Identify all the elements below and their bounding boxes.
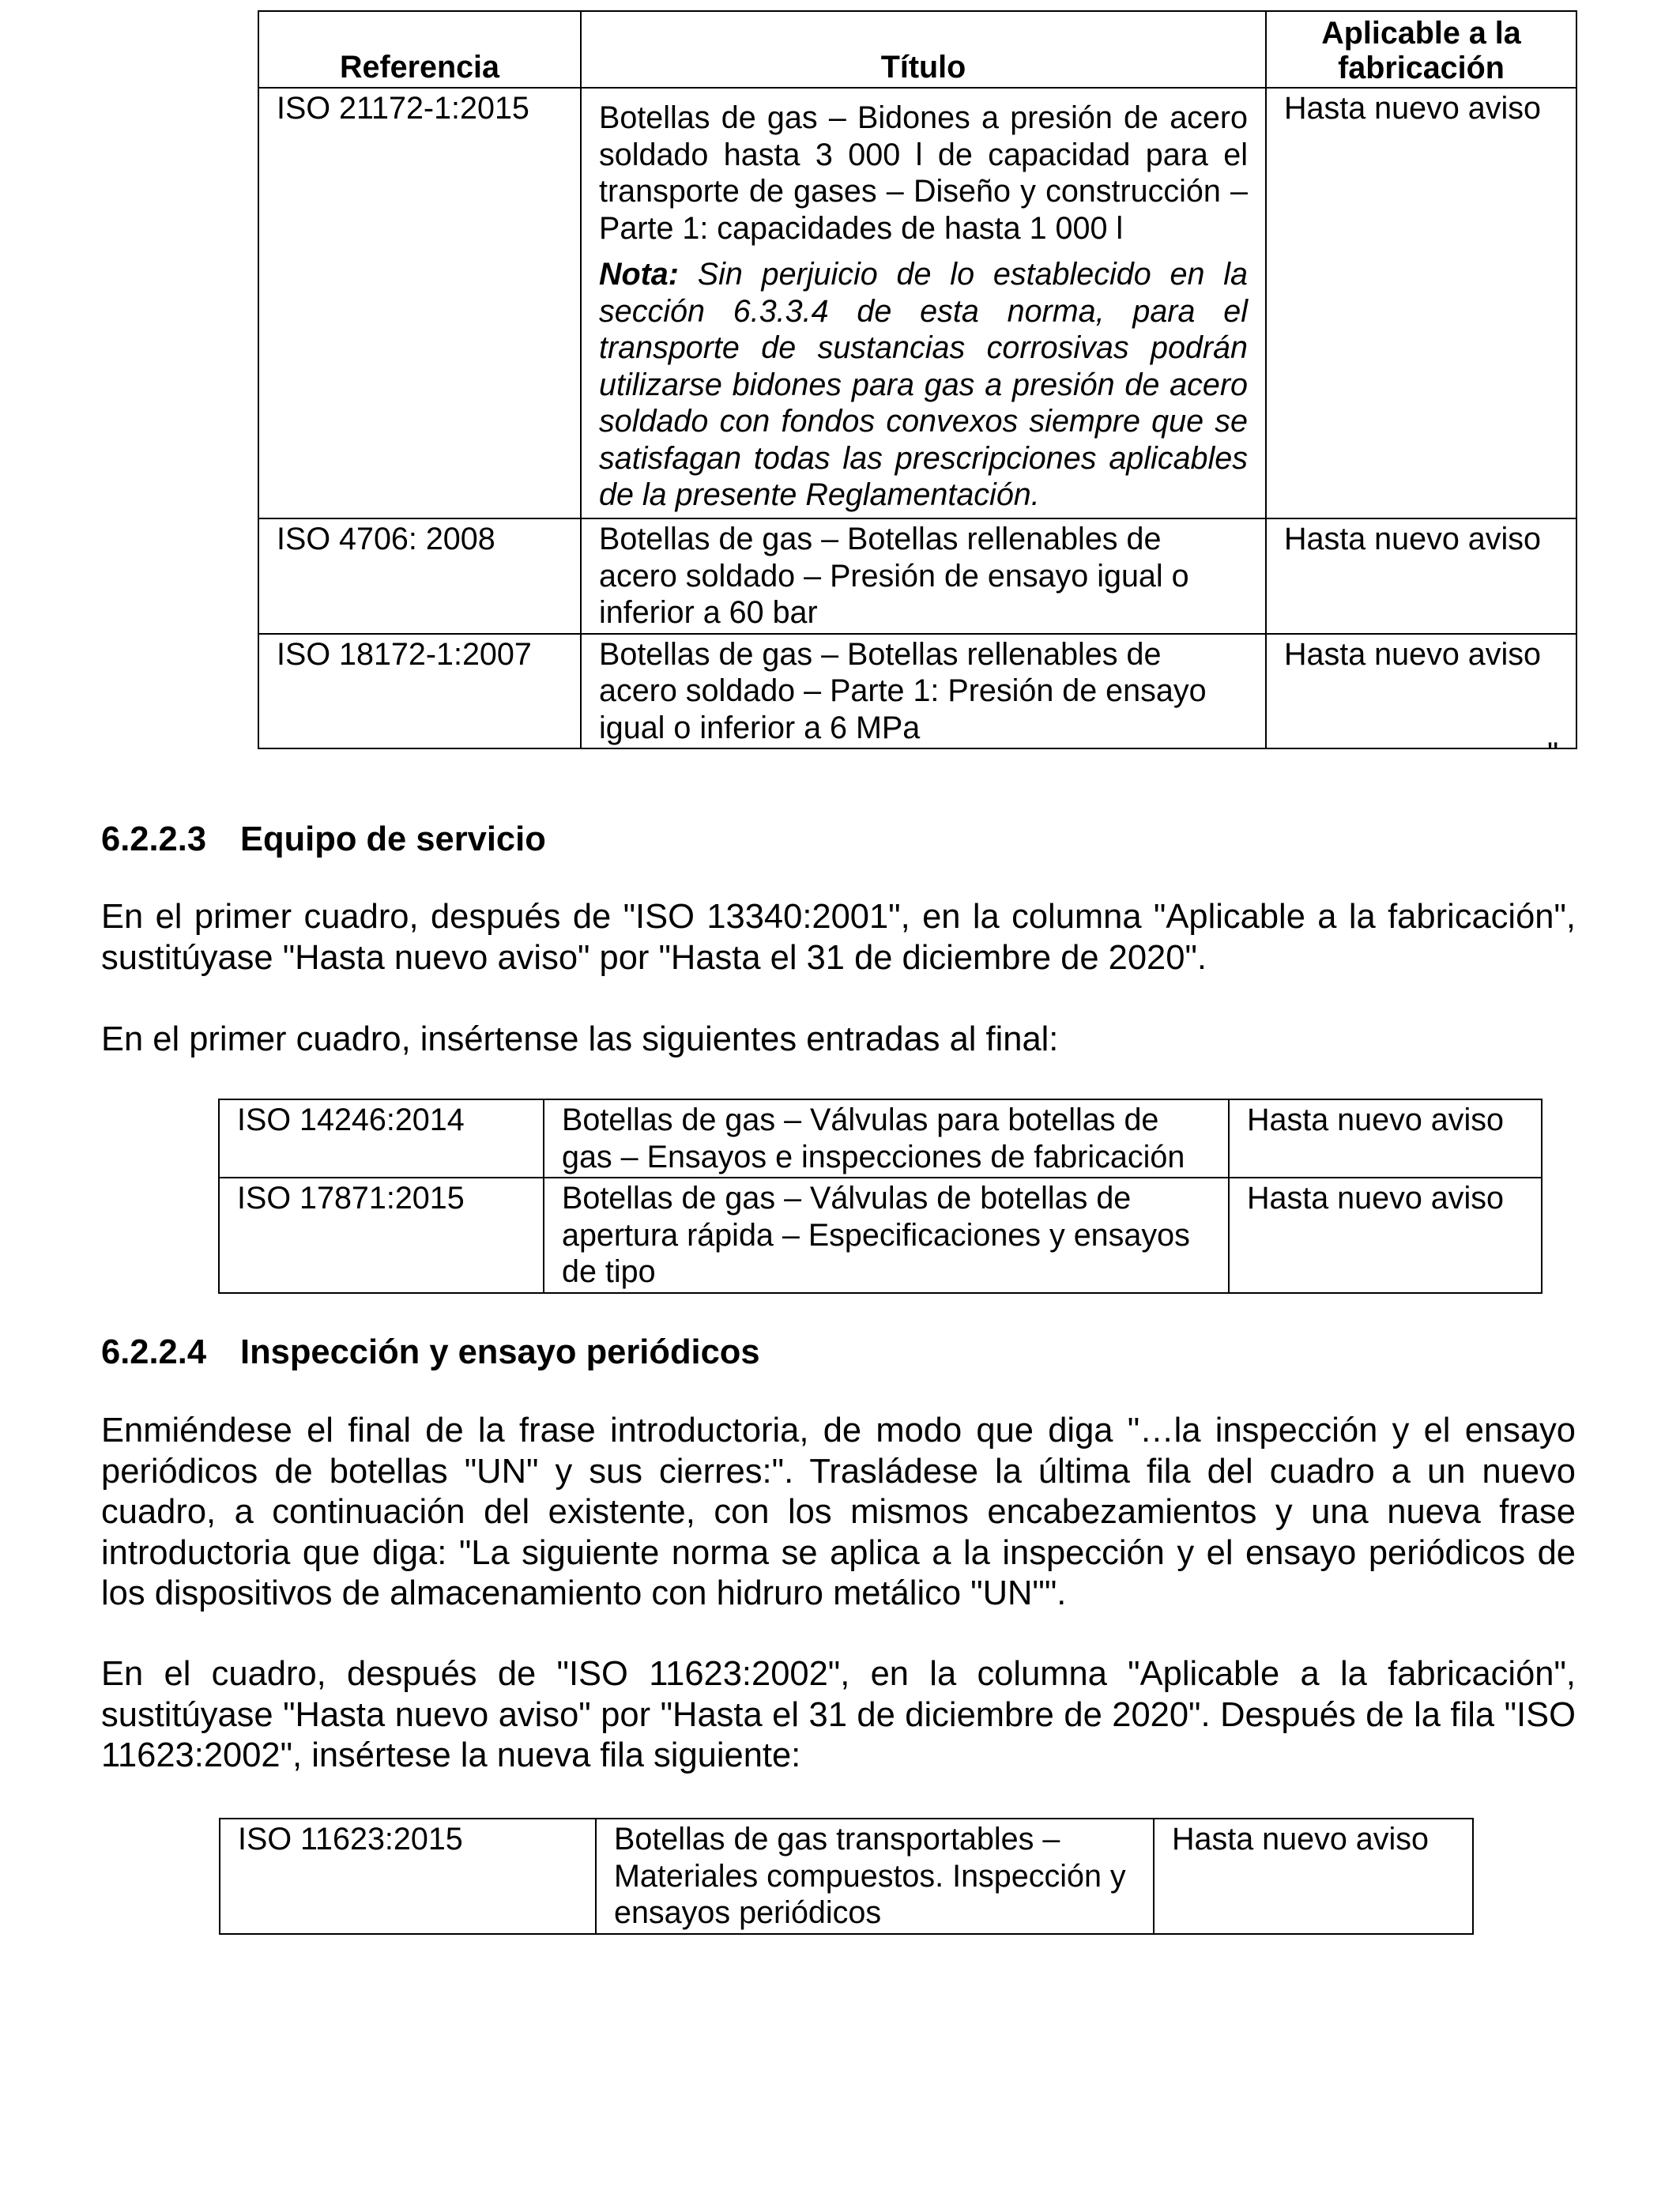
reference-cell: ISO 21172-1:2015 xyxy=(258,88,581,518)
title-cell: Botellas de gas transportables – Materiales compuestos. Inspección y ensayos periódicos xyxy=(596,1819,1154,1934)
section-number: 6.2.2.3 xyxy=(101,820,207,858)
reference-cell: ISO 17871:2015 xyxy=(219,1178,544,1293)
paragraph: En el primer cuadro, insértense las siguientes entradas al final: xyxy=(101,1020,1059,1058)
table-row xyxy=(258,88,1576,518)
standards-table-1 xyxy=(258,10,1577,749)
section-heading xyxy=(101,1333,760,1372)
paragraph: En el primer cuadro, después de "ISO 13340:2001", en la columna "Aplicable a la fabricación", sustitúyase "Hasta nuevo aviso" por "Hasta el 31 de diciembre de 2020". xyxy=(101,898,1576,977)
note-body: Sin perjuicio de lo establecido en la sección 6.3.3.4 de esta norma, para el transporte de sustancias corrosivas podrán utilizarse bidones para gas a presión de acero soldado con fondos convexos siempre que se satisfagan todas las prescripciones aplicables de la presente Reglamentación. xyxy=(599,257,1248,512)
table-row xyxy=(219,1099,1542,1178)
title-cell: Botellas de gas – Botellas rellenables de acero soldado – Parte 1: Presión de ensayo igual o inferior a 6 MPa xyxy=(581,634,1266,749)
standards-table-3 xyxy=(219,1818,1474,1935)
title-cell: Botellas de gas – Válvulas de botellas de apertura rápida – Especificaciones y ensayos de tipo xyxy=(544,1178,1229,1293)
applicable-cell: Hasta nuevo aviso xyxy=(1229,1099,1542,1178)
section-number: 6.2.2.4 xyxy=(101,1333,207,1371)
section-title: Inspección y ensayo periódicos xyxy=(240,1333,760,1371)
applicable-cell: Hasta nuevo aviso xyxy=(1266,634,1576,749)
paragraph: En el cuadro, después de "ISO 11623:2002", en la columna "Aplicable a la fabricación", sustitúyase "Hasta nuevo aviso" por "Hasta el 31 de diciembre de 2020". Después de la fila "ISO 11623:2002", insértese la nueva fila siguiente: xyxy=(101,1655,1576,1774)
table-row xyxy=(258,518,1576,634)
paragraph: Enmiéndese el final de la frase introductoria, de modo que diga "…la inspección y el ensayo periódicos de botellas "UN" y sus cierres:". Trasládese la última fila del cuadro a un nuevo cuadro, a continuación del existente, con los mismos encabezamientos y una nueva frase introductoria que diga: "La siguiente norma se aplica a la inspección y el ensayo periódicos de los dispositivos de almacenamiento con hidruro metálico "UN"". xyxy=(101,1412,1576,1612)
note-label: Nota: xyxy=(599,257,679,292)
applicable-cell: Hasta nuevo aviso xyxy=(1154,1819,1473,1934)
note-text xyxy=(599,256,1248,514)
title-cell xyxy=(581,88,1266,518)
section-heading xyxy=(101,820,546,859)
column-header-aplicable: Aplicable a la fabricación xyxy=(1266,11,1576,88)
table-row xyxy=(220,1819,1473,1934)
section-title: Equipo de servicio xyxy=(240,820,546,858)
title-cell: Botellas de gas – Botellas rellenables de acero soldado – Presión de ensayo igual o inferior a 60 bar xyxy=(581,518,1266,634)
applicable-cell: Hasta nuevo aviso xyxy=(1266,88,1576,518)
applicable-cell: Hasta nuevo aviso xyxy=(1229,1178,1542,1293)
reference-cell: ISO 14246:2014 xyxy=(219,1099,544,1178)
reference-cell: ISO 18172-1:2007 xyxy=(258,634,581,749)
column-header-titulo: Título xyxy=(581,11,1266,88)
title-text: Botellas de gas – Bidones a presión de acero soldado hasta 3 000 l de capacidad para el transporte de gases – Diseño y construcción – Parte 1: capacidades de hasta 1 000 l xyxy=(599,100,1248,246)
standards-table-2 xyxy=(218,1099,1543,1294)
applicable-cell: Hasta nuevo aviso xyxy=(1266,518,1576,634)
table-row xyxy=(219,1178,1542,1293)
table-row xyxy=(258,634,1576,749)
title-cell: Botellas de gas – Válvulas para botellas de gas – Ensayos e inspecciones de fabricación xyxy=(544,1099,1229,1178)
closing-quote: " xyxy=(1547,737,1559,771)
reference-cell: ISO 11623:2015 xyxy=(220,1819,596,1934)
table-header-row xyxy=(258,11,1576,88)
column-header-referencia: Referencia xyxy=(258,11,581,88)
reference-cell: ISO 4706: 2008 xyxy=(258,518,581,634)
